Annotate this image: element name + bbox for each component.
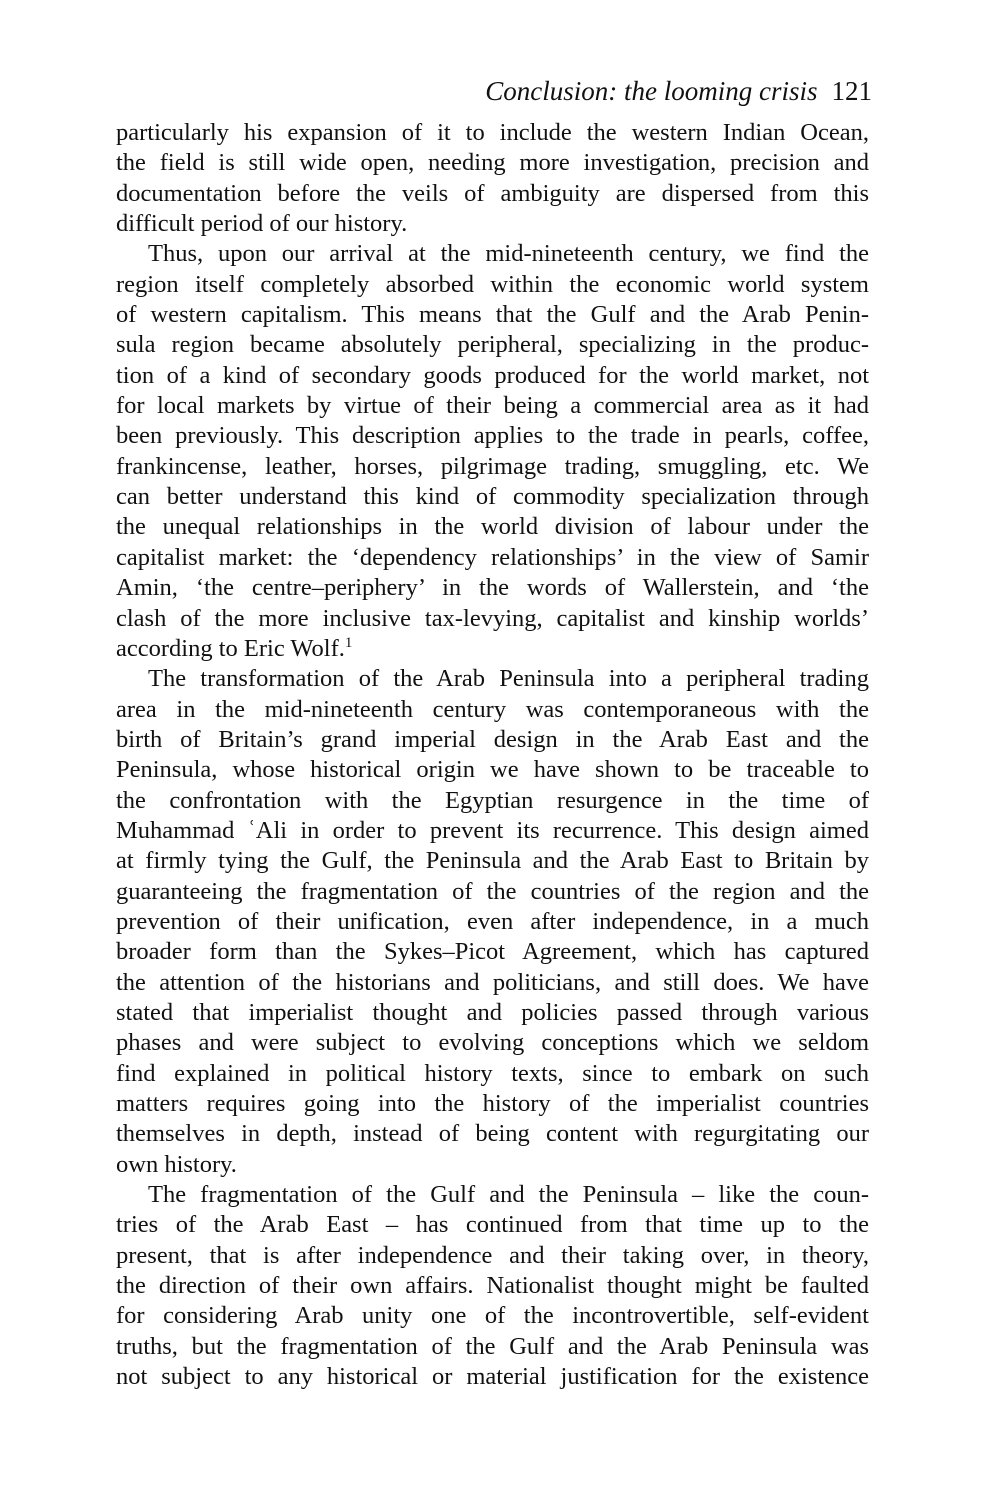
text-line <box>116 148 869 178</box>
text-line <box>116 573 869 603</box>
text-line <box>116 482 869 512</box>
text-line <box>116 543 869 573</box>
line-text: not subject to any historical or material justification for the existence <box>116 1363 869 1391</box>
line-text: documentation before the veils of ambiguity are dispersed from this <box>116 179 869 207</box>
paragraph <box>116 1180 869 1392</box>
text-line <box>116 1119 869 1149</box>
footnote-marker: 1 <box>344 634 353 651</box>
line-text: for considering Arab unity one of the incontrovertible, self-evident <box>116 1302 869 1330</box>
text-line <box>116 209 869 239</box>
text-line <box>116 239 869 269</box>
line-text: tries of the Arab East – has continued from that time up to the <box>116 1211 869 1239</box>
line-text: the unequal relationships in the world division of labour under the <box>116 513 869 541</box>
line-text: stated that imperialist thought and policies passed through various <box>116 998 869 1026</box>
line-text: themselves in depth, instead of being content with regurgitating our <box>116 1120 869 1148</box>
text-line <box>116 391 869 421</box>
paragraph <box>116 664 869 1180</box>
body-text <box>116 118 869 1392</box>
text-line <box>116 968 869 998</box>
line-text: of western capitalism. This means that the Gulf and the Arab Penin- <box>116 301 869 329</box>
text-line <box>116 725 869 755</box>
line-text: guaranteeing the fragmentation of the countries of the region and the <box>116 877 869 905</box>
line-text: region itself completely absorbed within the economic world system <box>116 270 869 298</box>
line-text: Thus, upon our arrival at the mid-nineteenth century, we find the <box>148 240 869 268</box>
text-line <box>116 1301 869 1331</box>
text-line <box>116 1241 869 1271</box>
line-text: particularly his expansion of it to include the western Indian Ocean, <box>116 119 869 146</box>
line-text: difficult period of our history. <box>116 210 408 238</box>
line-text: area in the mid-nineteenth century was contemporaneous with the <box>116 695 869 723</box>
text-line <box>116 998 869 1028</box>
text-line <box>116 877 869 907</box>
line-text: matters requires going into the history of the imperialist countries <box>116 1090 869 1117</box>
text-line <box>116 118 869 148</box>
line-text: the direction of their own affairs. Nationalist thought might be faulted <box>116 1272 869 1300</box>
page-number: 121 <box>831 76 872 106</box>
running-head-title: Conclusion: the looming crisis <box>485 76 818 106</box>
paragraph <box>116 118 869 239</box>
text-line <box>116 1089 869 1119</box>
text-line <box>116 1210 869 1240</box>
text-line <box>116 937 869 967</box>
line-text: sula region became absolutely peripheral, specializing in the produc- <box>116 331 869 359</box>
line-text: Amin, ‘the centre–periphery’ in the words of Wallerstein, and ‘the <box>116 574 869 602</box>
line-text: the field is still wide open, needing more investigation, precision and <box>116 149 869 177</box>
text-line <box>116 604 869 634</box>
text-line <box>116 330 869 360</box>
text-line <box>116 695 869 725</box>
text-line <box>116 179 869 209</box>
text-line <box>116 846 869 876</box>
text-line <box>116 816 869 846</box>
text-line <box>116 1150 869 1180</box>
line-text: phases and were subject to evolving conceptions which we seldom <box>116 1029 869 1057</box>
text-line <box>116 907 869 937</box>
text-line <box>116 1059 869 1089</box>
text-line <box>116 1180 869 1210</box>
line-text: Muhammad ʿAli in order to prevent its recurrence. This design aimed <box>116 816 869 844</box>
text-line <box>116 300 869 330</box>
text-line <box>116 1028 869 1058</box>
line-text: broader form than the Sykes–Picot Agreement, which has captured <box>116 938 869 966</box>
text-line <box>116 452 869 482</box>
line-text: The transformation of the Arab Peninsula into a peripheral trading <box>148 665 869 693</box>
line-text: the attention of the historians and politicians, and still does. We have <box>116 968 869 996</box>
line-text: The fragmentation of the Gulf and the Peninsula – like the coun- <box>148 1181 869 1209</box>
line-text: the confrontation with the Egyptian resurgence in the time of <box>116 786 869 814</box>
text-line <box>116 755 869 785</box>
line-text: frankincense, leather, horses, pilgrimage trading, smuggling, etc. We <box>116 452 869 480</box>
line-text: clash of the more inclusive tax-levying, capitalist and kinship worlds’ <box>116 604 869 632</box>
text-line <box>116 1332 869 1362</box>
line-text: capitalist market: the ‘dependency relationships’ in the view of Samir <box>116 543 869 571</box>
line-text: for local markets by virtue of their being a commercial area as it had <box>116 392 869 420</box>
line-text: can better understand this kind of commodity specialization through <box>116 483 869 511</box>
text-line <box>116 512 869 542</box>
line-text: own history. <box>116 1150 237 1178</box>
text-line <box>116 270 869 300</box>
text-line <box>116 664 869 694</box>
text-line <box>116 786 869 816</box>
line-text: according to Eric Wolf. <box>116 634 345 662</box>
line-text: birth of Britain’s grand imperial design in the Arab East and the <box>116 725 869 753</box>
text-line <box>116 361 869 391</box>
text-line <box>116 1271 869 1301</box>
text-line <box>116 1362 869 1392</box>
line-text: find explained in political history texts, since to embark on such <box>116 1059 869 1087</box>
line-text: tion of a kind of secondary goods produced for the world market, not <box>116 361 869 389</box>
line-text: Peninsula, whose historical origin we have shown to be traceable to <box>116 756 869 784</box>
line-text: truths, but the fragmentation of the Gulf and the Arab Peninsula was <box>116 1332 869 1360</box>
text-line <box>116 634 869 664</box>
line-text: been previously. This description applies to the trade in pearls, coffee, <box>116 422 869 450</box>
line-text: prevention of their unification, even after independence, in a much <box>116 907 869 935</box>
running-head <box>485 74 872 108</box>
line-text: at firmly tying the Gulf, the Peninsula and the Arab East to Britain by <box>116 847 869 875</box>
text-line <box>116 421 869 451</box>
paragraph <box>116 239 869 664</box>
line-text: present, that is after independence and their taking over, in theory, <box>116 1241 869 1269</box>
